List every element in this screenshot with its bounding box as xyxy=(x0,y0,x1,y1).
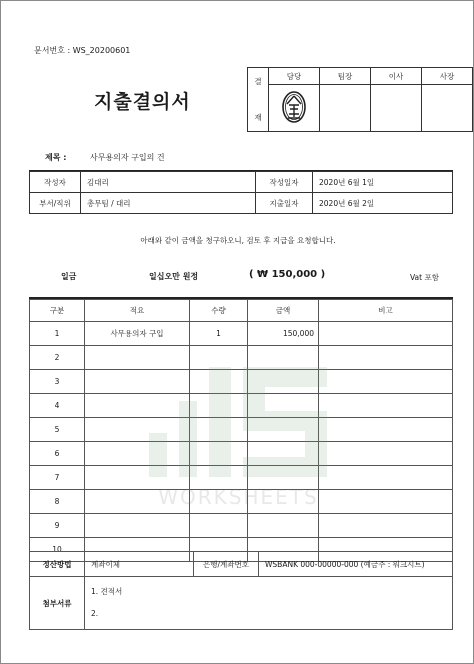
page-title: 지출결의서 xyxy=(94,91,191,113)
col-header-amount: 금액 xyxy=(248,300,319,322)
watermark-logo xyxy=(141,363,336,523)
attachments-list xyxy=(85,577,453,630)
author-value: 김대리 xyxy=(81,172,256,193)
attachment-item: 2. xyxy=(91,609,99,618)
row-no: 9 xyxy=(30,514,85,538)
approval-col-ceo: 사장 xyxy=(422,68,473,85)
attachment-item: 1. 견적서 xyxy=(91,587,123,596)
row-no: 2 xyxy=(30,346,85,370)
row-desc[interactable]: 사무용의자 구입 xyxy=(85,322,190,346)
stamp-icon xyxy=(281,90,307,124)
watermark-text: WORKSHEETS xyxy=(158,485,319,509)
doc-number: 문서번호 : WS_20200601 xyxy=(34,46,131,55)
pay-date-value: 2020년 6월 2일 xyxy=(313,193,453,214)
row-note[interactable] xyxy=(319,442,453,466)
col-header-qty: 수량 xyxy=(190,300,248,322)
info-table xyxy=(29,171,453,214)
approval-sign-director[interactable] xyxy=(371,85,422,132)
request-notice: 아래와 같이 금액을 청구하오니, 검토 후 지급을 요청합니다. xyxy=(140,236,336,245)
row-note[interactable] xyxy=(319,418,453,442)
dept-value: 총무팀 / 대리 xyxy=(81,193,256,214)
row-no: 7 xyxy=(30,466,85,490)
row-note[interactable] xyxy=(319,394,453,418)
subject-label: 제목 : xyxy=(45,153,67,162)
author-label: 작성자 xyxy=(30,172,81,193)
dept-label: 부서/직위 xyxy=(30,193,81,214)
row-no: 5 xyxy=(30,418,85,442)
pay-date-label: 지출일자 xyxy=(256,193,313,214)
row-no: 3 xyxy=(30,370,85,394)
date-value: 2020년 6월 1일 xyxy=(313,172,453,193)
row-note[interactable] xyxy=(319,466,453,490)
approval-grid xyxy=(247,67,473,132)
date-label: 작성일자 xyxy=(256,172,313,193)
row-note[interactable] xyxy=(319,370,453,394)
row-no: 8 xyxy=(30,490,85,514)
col-header-desc: 적요 xyxy=(85,300,190,322)
row-note[interactable] xyxy=(319,346,453,370)
row-no: 4 xyxy=(30,394,85,418)
payment-method-value: 계좌이체 xyxy=(85,552,194,577)
payment-method-label: 정산방법 xyxy=(30,552,85,577)
attachments-label: 첨부서류 xyxy=(30,577,85,630)
bank-label: 은행/계좌번호 xyxy=(194,552,259,577)
col-header-note: 비고 xyxy=(319,300,453,322)
row-amount[interactable]: 150,000 xyxy=(248,322,319,346)
bank-value: WSBANK 000-00000-000 (예금주 : 워크시트) xyxy=(259,552,453,577)
amount-numeric: ( ₩ 150,000 ) xyxy=(249,269,326,280)
row-note[interactable] xyxy=(319,490,453,514)
approval-col-teamlead: 팀장 xyxy=(320,68,371,85)
amount-label: 일금 xyxy=(61,272,77,281)
vat-note: Vat 포함 xyxy=(410,273,439,282)
approval-sign-ceo[interactable] xyxy=(422,85,473,132)
row-no: 6 xyxy=(30,442,85,466)
approval-col-staff: 담당 xyxy=(269,68,320,85)
payment-table xyxy=(29,551,453,630)
approval-label-top: 결 xyxy=(254,76,262,86)
approval-col-director: 이사 xyxy=(371,68,422,85)
approval-sign-teamlead[interactable] xyxy=(320,85,371,132)
approval-label xyxy=(248,68,269,132)
approval-sign-staff[interactable] xyxy=(269,85,320,132)
row-qty[interactable]: 1 xyxy=(190,322,248,346)
worksheets-logo-icon xyxy=(141,363,336,483)
row-note[interactable] xyxy=(319,514,453,538)
row-no: 1 xyxy=(30,322,85,346)
col-header-no: 구분 xyxy=(30,300,85,322)
subject-value: 사무용의자 구입의 건 xyxy=(90,153,165,162)
amount-korean: 일십오만 원정 xyxy=(149,272,199,281)
approval-label-bottom: 재 xyxy=(254,112,262,122)
table-row xyxy=(30,322,453,346)
row-no: 10 xyxy=(30,538,85,562)
row-note[interactable] xyxy=(319,322,453,346)
